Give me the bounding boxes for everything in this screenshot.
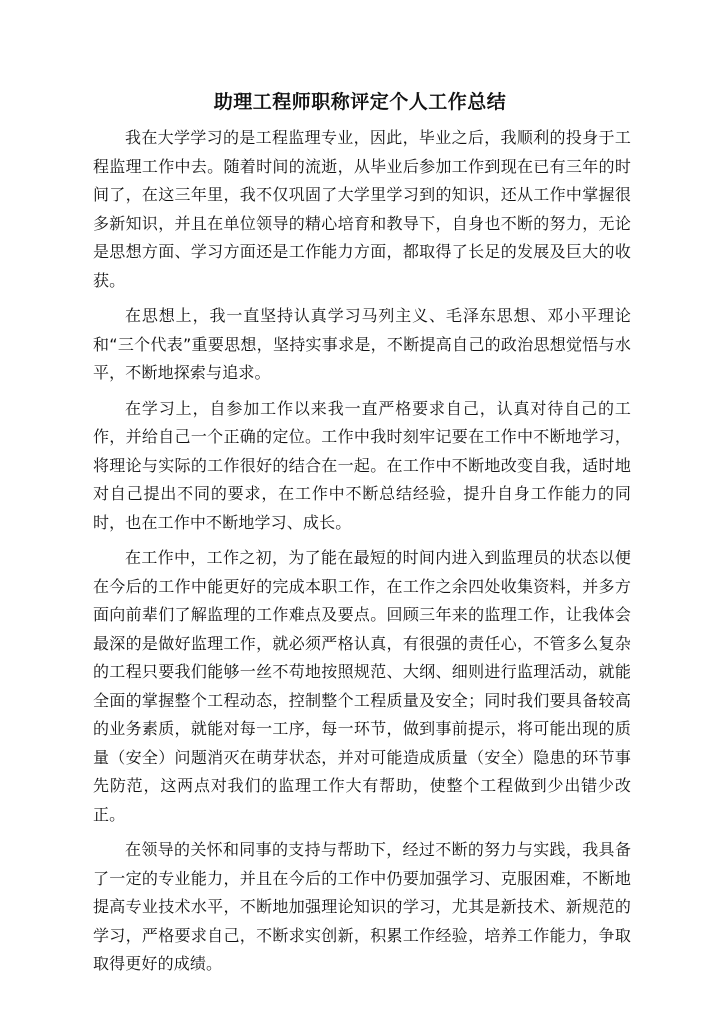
paragraph-thought: 在思想上，我一直坚持认真学习马列主义、毛泽东思想、邓小平理论和“三个代表”重要思想，坚持实事求是，不断提高自己的政治思想觉悟与水平，不断地探索与追求。 <box>93 306 631 382</box>
paragraph-study: 在学习上，自参加工作以来我一直严格要求自己，认真对待自己的工作，并给自己一个正确的定位。工作中我时刻牢记要在工作中不断地学习，将理论与实际的工作很好的结合在一起。在工作中不断地改变自我，适时地对自己提出不同的要求，在工作中不断总结经验，提升自身工作能力的同时，也在工作中不断地学习、成长。 <box>93 398 631 532</box>
document-title: 助理工程师职称评定个人工作总结 <box>213 91 507 113</box>
paragraph-intro: 我在大学学习的是工程监理专业，因此，毕业之后，我顺利的投身于工程监理工作中去。随着时间的流逝，从毕业后参加工作到现在已有三年的时间了，在这三年里，我不仅巩固了大学里学习到的知识，还从工作中掌握很多新知识，并且在单位领导的精心培育和教导下，自身也不断的努力，无论是思想方面、学习方面还是工作能力方面，都取得了长足的发展及巨大的收获。 <box>93 128 631 290</box>
paragraph-conclusion: 在领导的关怀和同事的支持与帮助下，经过不断的努力与实践，我具备了一定的专业能力，并且在今后的工作中仍要加强学习、克服困难，不断地提高专业技术水平，不断地加强理论知识的学习，尤其是新技术、新规范的学习，严格要求自己，不断求实创新，积累工作经验，培养工作能力，争取取得更好的成绩。 <box>93 840 631 973</box>
paragraph-work: 在工作中，工作之初，为了能在最短的时间内进入到监理员的状态以便在今后的工作中能更好的完成本职工作，在工作之余四处收集资料，并多方面向前辈们了解监理的工作难点及要点。回顾三年来的监理工作，让我体会最深的是做好监理工作，就必须严格认真，有很强的责任心，不管多么复杂的工程只要我们能够一丝不苟地按照规范、大纲、细则进行监理活动，就能全面的掌握整个工程动态，控制整个工程质量及安全；同时我们要具备较高的业务素质，就能对每一工序，每一环节，做到事前提示，将可能出现的质量（安全）问题消灭在萌芽状态，并对可能造成质量（安全）隐患的环节事先防范，这两点对我们的监理工作大有帮助，使整个工程做到少出错少改正。 <box>93 548 631 824</box>
document-body <box>93 124 631 986</box>
